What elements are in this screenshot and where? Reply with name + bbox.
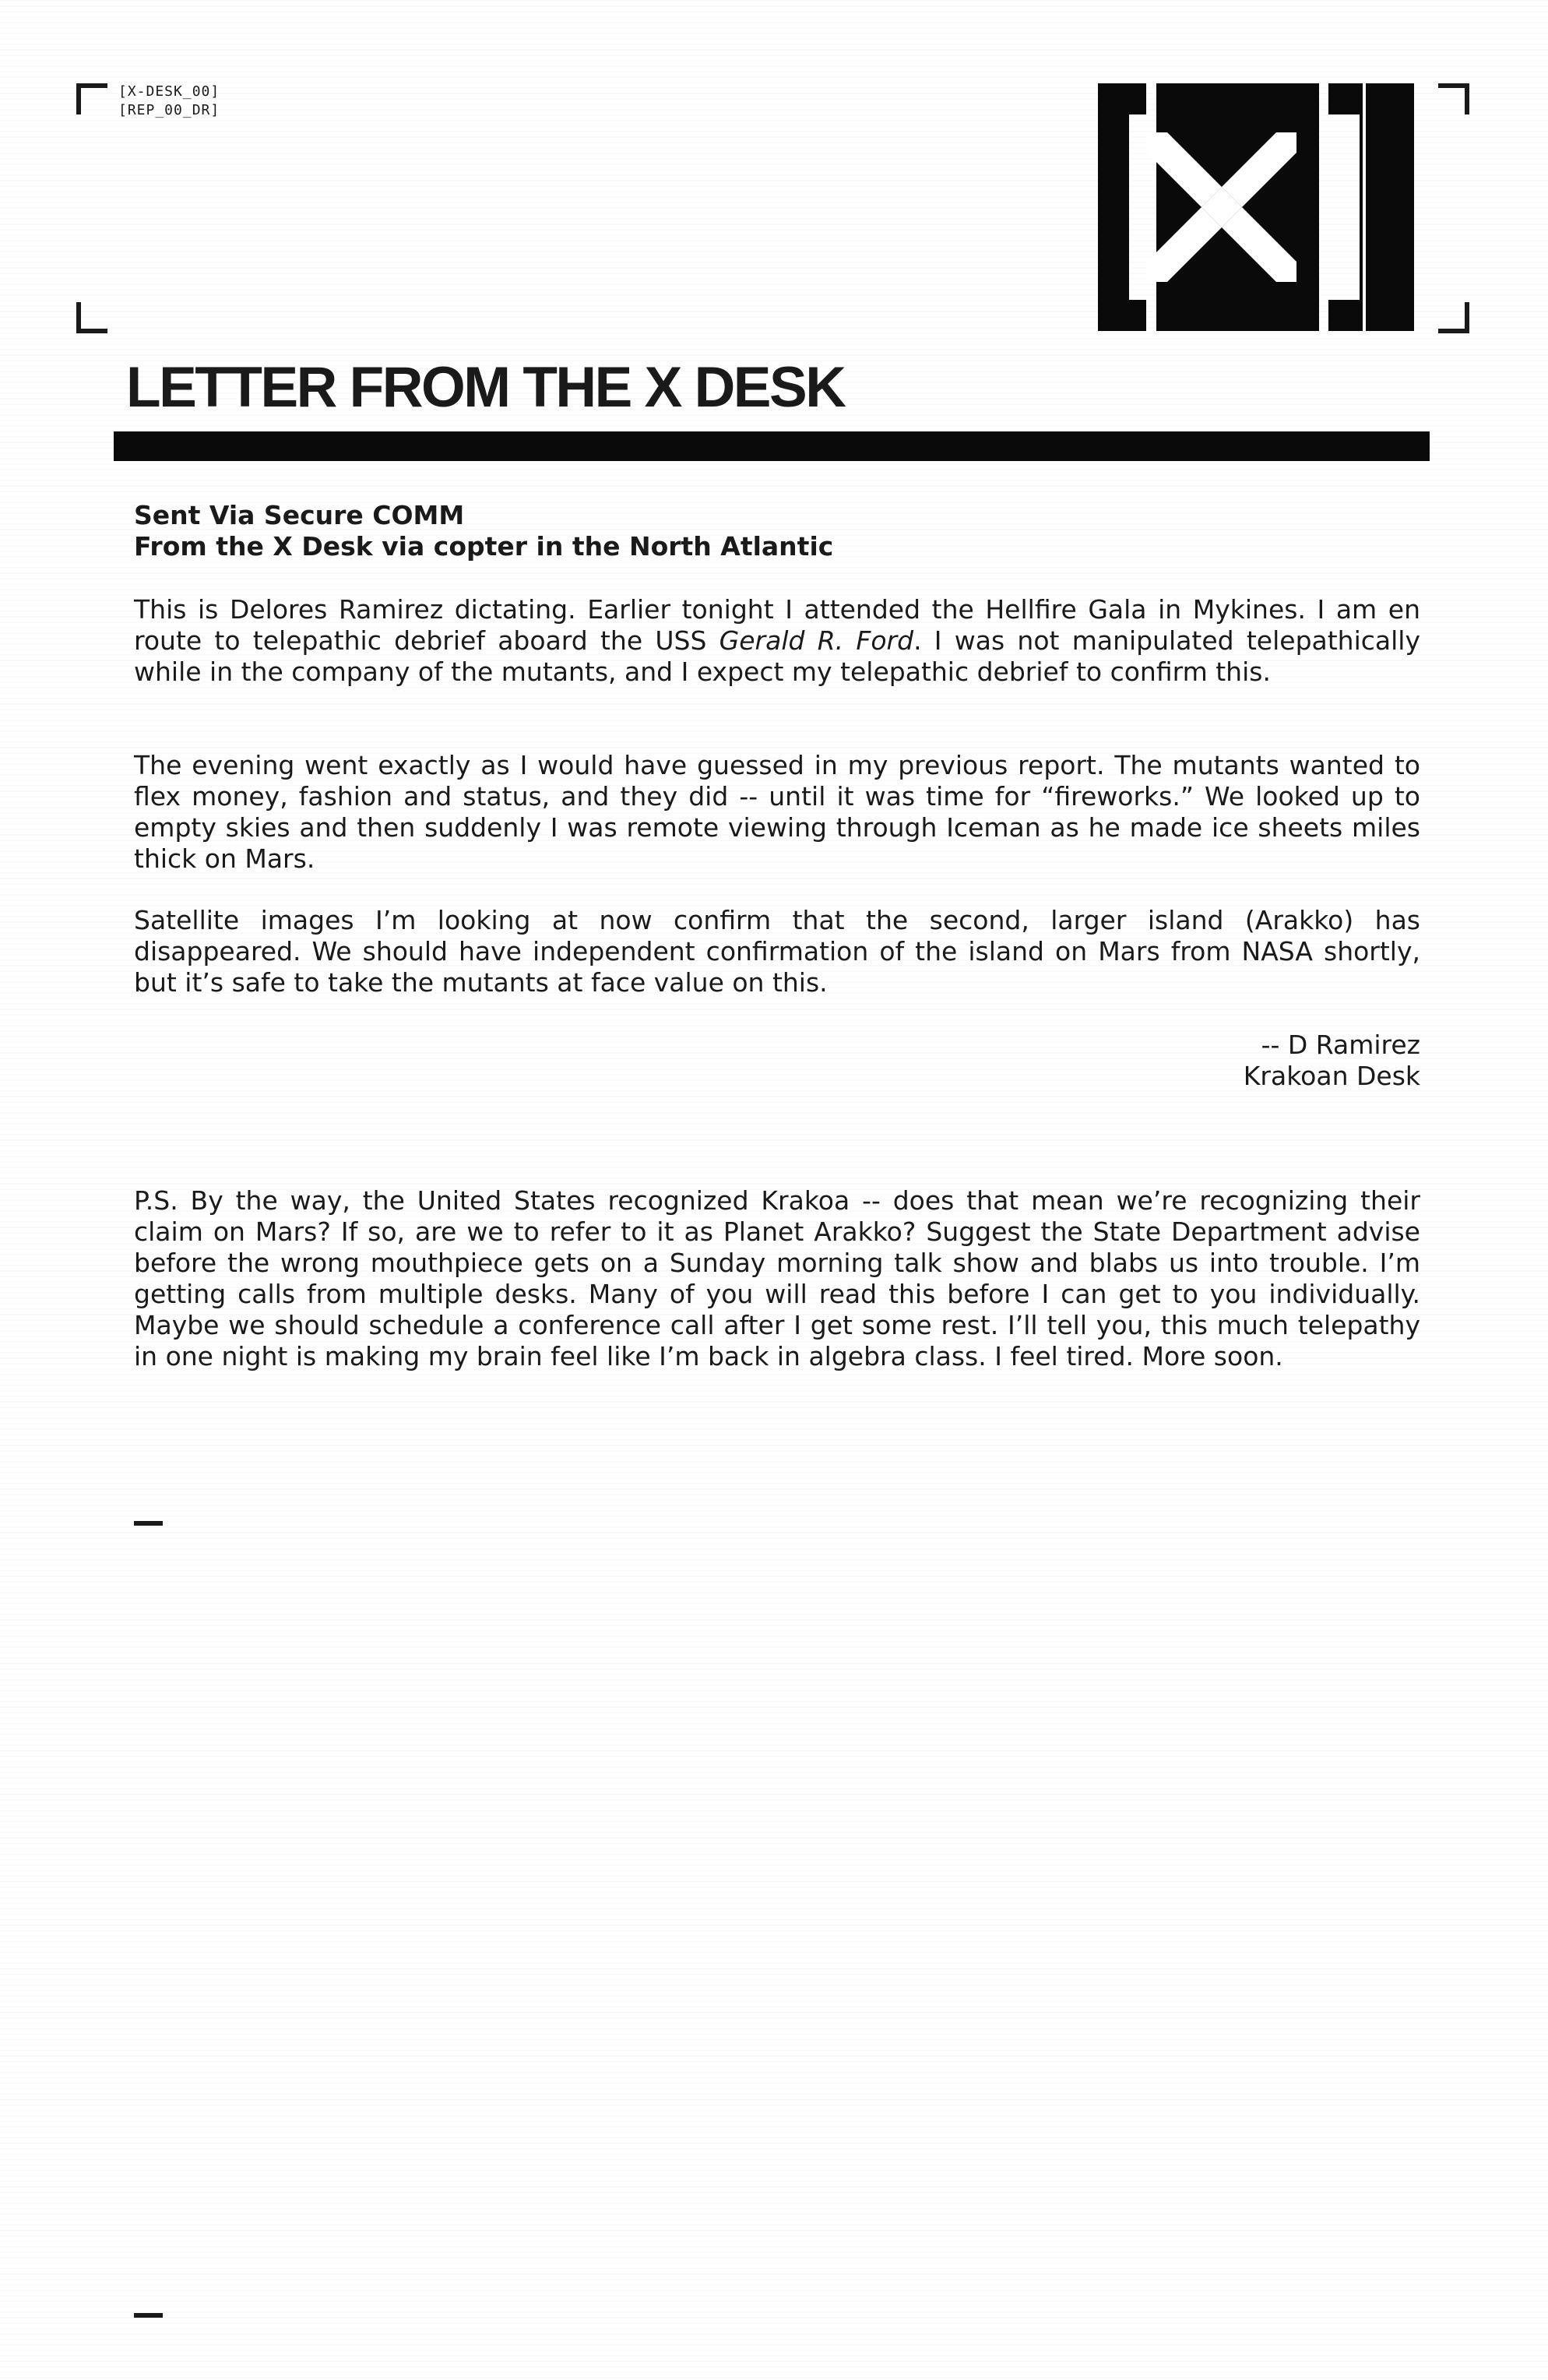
signature-block <box>134 1030 1420 1092</box>
page-title: LETTER FROM THE X DESK <box>126 356 845 419</box>
letter-paragraph-2: The evening went exactly as I would have guessed in my previous report. The mutants wanted to flex money, fashion and status, and they did -- until it was time for “fireworks.” We looked up to empty skies and then suddenly I was remote viewing through Iceman as he made ice sheets miles thick on Mars. <box>134 750 1420 874</box>
meta-channel: Sent Via Secure COMM <box>134 500 465 530</box>
footer-dash <box>134 2313 163 2318</box>
document-codes <box>118 83 220 120</box>
frame-corner-bottom-right <box>1438 302 1469 333</box>
title-underline-bar <box>114 431 1430 461</box>
section-dash <box>134 1521 163 1526</box>
frame-corner-top-left <box>76 83 107 114</box>
frame-corner-bottom-left <box>76 302 107 333</box>
signature-desk: Krakoan Desk <box>1243 1061 1420 1091</box>
signature-name: -- D Ramirez <box>1261 1030 1420 1060</box>
report-code: [REP_00_DR] <box>118 102 220 118</box>
x-desk-logo-icon <box>1098 83 1414 331</box>
paragraph-text: . I was not manipulated telepathically while in the company of the mutants, and I expect my telepathic debrief to confirm this. <box>134 625 1420 687</box>
paragraph-text: This is Delores Ramirez dictating. Earlier tonight I attended the Hellfire Gala in Mykines. I am en route to telepathic debrief aboard the USS <box>134 594 1420 656</box>
letter-paragraph-1 <box>134 594 1420 688</box>
transmission-meta <box>134 500 1420 562</box>
ship-name: Gerald R. Ford <box>719 625 914 656</box>
meta-origin: From the X Desk via copter in the North Atlantic <box>134 531 834 562</box>
letter-paragraph-3: Satellite images I’m looking at now confirm that the second, larger island (Arakko) has disappeared. We should have independent confirmation of the island on Mars from NASA shortly, but it’s safe to take the mutants at face value on this. <box>134 905 1420 998</box>
desk-code: [X-DESK_00] <box>118 83 220 100</box>
frame-corner-top-right <box>1438 83 1469 114</box>
postscript: P.S. By the way, the United States recognized Krakoa -- does that mean we’re recognizing their claim on Mars? If so, are we to refer to it as Planet Arakko? Suggest the State Department advise before the wrong mouthpiece gets on a Sunday morning talk show and blabs us into trouble. I’m getting calls from multiple desks. Many of you will read this before I can get to you individually. Maybe we should schedule a conference call after I get some rest. I’ll tell you, this much telepathy in one night is making my brain feel like I’m back in algebra class. I feel tired. More soon. <box>134 1185 1420 1371</box>
